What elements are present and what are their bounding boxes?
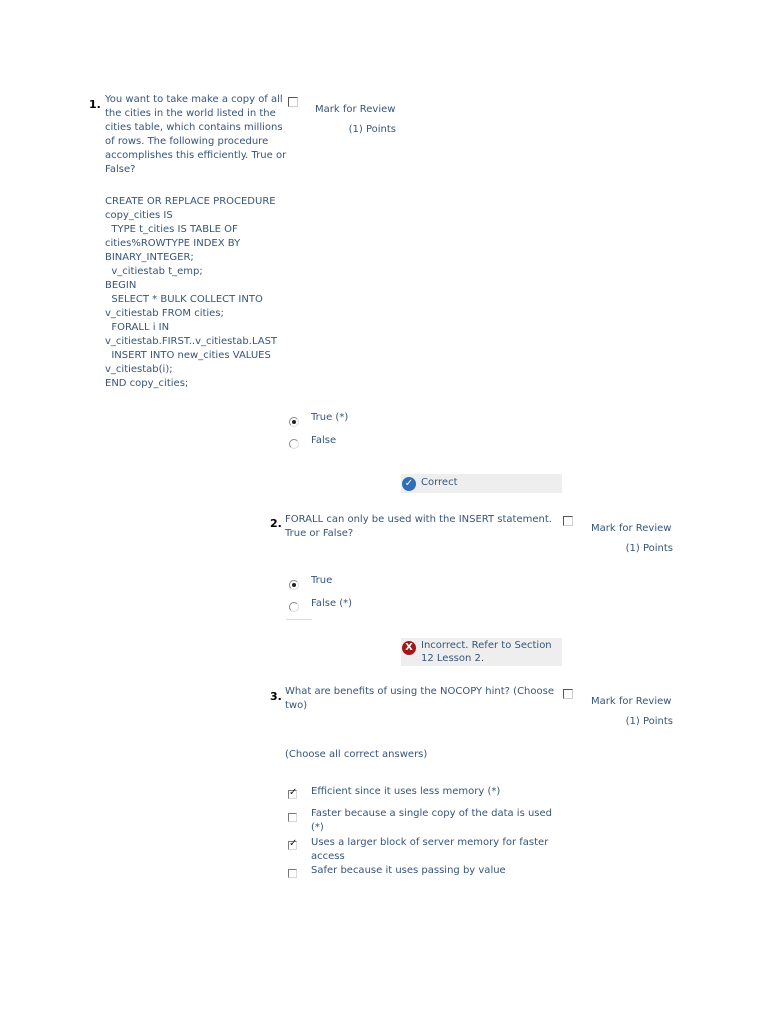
question-1-feedback [401, 474, 562, 493]
question-1-mark-review-checkbox[interactable] [288, 97, 298, 107]
question-2-text: FORALL can only be used with the INSERT statement. True or False? [285, 514, 556, 539]
question-3-option-3-label: Uses a larger block of server memory for faster access [311, 837, 549, 862]
question-3-option-2-checkbox[interactable] [288, 813, 298, 823]
question-2-option-false-label: False (*) [311, 598, 353, 609]
question-3-instruction: (Choose all correct answers) [285, 749, 428, 760]
checkmark-icon: ✓ [402, 477, 416, 491]
question-3-points: (1) Points [625, 716, 673, 727]
question-1-points: (1) Points [348, 124, 396, 135]
checkmark-icon: ✓ [289, 838, 298, 849]
question-2-mark-review-label: Mark for Review [591, 523, 672, 534]
question-3-mark-review-checkbox[interactable] [563, 689, 573, 699]
question-3-option-3-checkbox[interactable] [288, 838, 298, 851]
question-2-feedback [401, 638, 562, 666]
question-3-option-4-checkbox[interactable] [288, 869, 298, 879]
question-1-text: You want to take make a copy of all the cities in the world listed in the cities table, which contains millions of rows. The following procedure accomplishes this efficiently. True or False? [105, 94, 290, 175]
question-1-option-true-radio[interactable] [289, 417, 299, 427]
question-2-mark-review-checkbox[interactable] [563, 516, 573, 526]
question-3-option-4-label: Safer because it uses passing by value [311, 865, 506, 876]
question-3-option-2-label: Faster because a single copy of the data is used (*) [311, 808, 553, 833]
question-2-option-true-radio[interactable] [289, 580, 299, 590]
question-1-code: CREATE OR REPLACE PROCEDURE copy_cities IS TYPE t_cities IS TABLE OF cities%ROWTYPE INDEX BY BINARY_INTEGER; v_citiestab t_emp; BEGIN SELECT * BULK COLLECT INTO v_citiestab FROM cities; FORALL i IN v_citiestab.FIRST..v_citiestab.LAST INSERT INTO new_cities VALUES v_citiestab(i); END copy_cities; [105, 196, 278, 389]
question-3-text: What are benefits of using the NOCOPY hint? (Choose two) [285, 686, 558, 711]
question-2-feedback-text: Incorrect. Refer to Section 12 Lesson 2. [421, 640, 552, 664]
question-1-option-false-radio[interactable] [289, 439, 299, 449]
question-3-option-1-checkbox[interactable] [288, 787, 298, 800]
checkmark-icon: ✓ [289, 787, 298, 798]
question-2-option-false-radio[interactable] [289, 602, 299, 612]
question-1-feedback-text: Correct [421, 477, 458, 488]
question-1-option-false-label: False [311, 435, 337, 446]
question-1-option-true-label: True (*) [311, 412, 349, 423]
question-2-number: 2. [270, 517, 282, 530]
question-2-option-true-label: True [311, 575, 333, 586]
x-icon: X [402, 641, 416, 655]
question-1-mark-review-label: Mark for Review [315, 104, 396, 115]
question-3-mark-review-label: Mark for Review [591, 696, 672, 707]
question-3-option-1-label: Efficient since it uses less memory (*) [311, 786, 501, 797]
question-2-points: (1) Points [625, 543, 673, 554]
question-3-number: 3. [270, 690, 282, 703]
question-1-number: 1. [89, 98, 101, 111]
question-2-divider [286, 619, 312, 620]
